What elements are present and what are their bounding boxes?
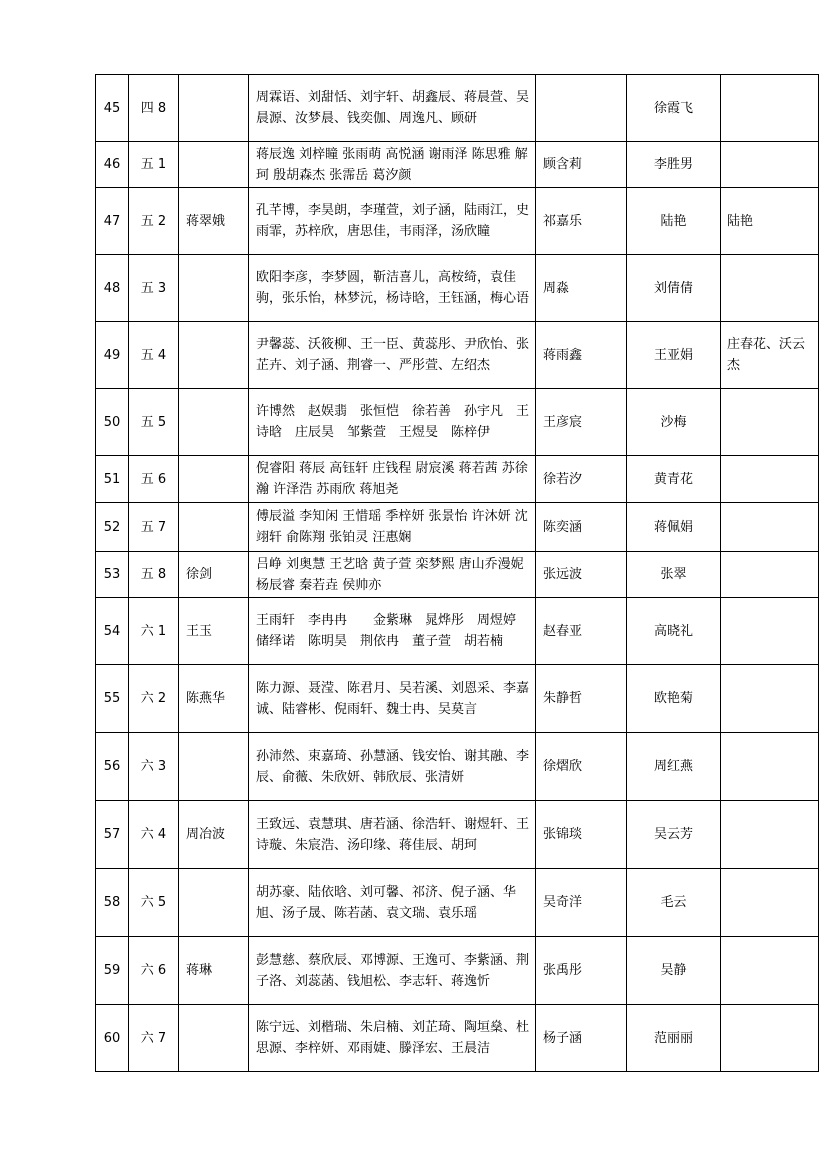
- contact-person-cell: 王彦宸: [536, 389, 627, 456]
- contact-person-cell: 徐若汐: [536, 456, 627, 503]
- table-row: [96, 1005, 819, 1072]
- class-name-cell: 四 8: [129, 75, 179, 142]
- row-number-cell: 57: [96, 801, 129, 869]
- class-name-cell: 六 1: [129, 598, 179, 665]
- head-teacher-cell: [179, 1005, 249, 1072]
- teacher-name-cell: 吴云芳: [627, 801, 721, 869]
- extra-teachers-cell: [721, 552, 819, 598]
- contact-person-cell: 蒋雨鑫: [536, 322, 627, 389]
- student-names-cell: 许博然 赵娱翡 张恒恺 徐若善 孙宇凡 王诗晗 庄辰昊 邹紫萱 王煜旻 陈梓伊: [249, 389, 536, 456]
- class-name-cell: 六 7: [129, 1005, 179, 1072]
- row-number-cell: 56: [96, 733, 129, 801]
- row-number-cell: 53: [96, 552, 129, 598]
- table-row: [96, 552, 819, 598]
- table-row: [96, 503, 819, 552]
- student-names-cell: 尹馨蕊、沃筱柳、王一臣、黄蕊彤、尹欣怡、张芷卉、刘子涵、荆睿一、严彤萱、左绍杰: [249, 322, 536, 389]
- teacher-name-cell: 毛云: [627, 869, 721, 937]
- table-row: [96, 733, 819, 801]
- extra-teachers-cell: [721, 142, 819, 188]
- contact-person-cell: 张禹彤: [536, 937, 627, 1005]
- class-name-cell: 五 4: [129, 322, 179, 389]
- extra-teachers-cell: [721, 503, 819, 552]
- student-names-cell: 彭慧慈、蔡欣辰、邓博源、王逸可、李紫涵、荆子洛、刘蕊菡、钱旭松、李志轩、蒋逸忻: [249, 937, 536, 1005]
- head-teacher-cell: 陈燕华: [179, 665, 249, 733]
- teacher-name-cell: 徐霞飞: [627, 75, 721, 142]
- head-teacher-cell: [179, 456, 249, 503]
- contact-person-cell: 吴奇洋: [536, 869, 627, 937]
- teacher-name-cell: 蒋佩娟: [627, 503, 721, 552]
- class-name-cell: 五 6: [129, 456, 179, 503]
- teacher-name-cell: 陆艳: [627, 188, 721, 255]
- class-name-cell: 五 7: [129, 503, 179, 552]
- head-teacher-cell: 蒋琳: [179, 937, 249, 1005]
- table-body: [96, 75, 819, 1072]
- head-teacher-cell: 蒋翠娥: [179, 188, 249, 255]
- class-name-cell: 六 6: [129, 937, 179, 1005]
- teacher-name-cell: 黄青花: [627, 456, 721, 503]
- head-teacher-cell: [179, 733, 249, 801]
- contact-person-cell: 祁嘉乐: [536, 188, 627, 255]
- table-row: [96, 665, 819, 733]
- teacher-name-cell: 范丽丽: [627, 1005, 721, 1072]
- student-names-cell: 蒋辰逸 刘梓瞳 张雨萌 高悦涵 谢雨泽 陈思雅 解珂 殷胡森杰 张霈岳 葛汐颜: [249, 142, 536, 188]
- head-teacher-cell: 周冶波: [179, 801, 249, 869]
- contact-person-cell: 周淼: [536, 255, 627, 322]
- extra-teachers-cell: [721, 598, 819, 665]
- head-teacher-cell: [179, 869, 249, 937]
- head-teacher-cell: [179, 389, 249, 456]
- contact-person-cell: 张远波: [536, 552, 627, 598]
- student-names-cell: 周霖语、刘甜恬、刘宇轩、胡鑫辰、蒋晨萱、吴晨源、汝梦晨、钱奕伽、周逸凡、顾研: [249, 75, 536, 142]
- student-names-cell: 吕峥 刘奥慧 王艺晗 黄子萱 栾梦熙 唐山乔漫妮 杨辰睿 秦若垚 侯帅亦: [249, 552, 536, 598]
- class-name-cell: 五 3: [129, 255, 179, 322]
- row-number-cell: 47: [96, 188, 129, 255]
- table-row: [96, 869, 819, 937]
- student-names-cell: 孙沛然、束嘉琦、孙慧涵、钱安怡、谢其融、李辰、俞薇、朱欣妍、韩欣辰、张清妍: [249, 733, 536, 801]
- contact-person-cell: 张锦琰: [536, 801, 627, 869]
- extra-teachers-cell: 陆艳: [721, 188, 819, 255]
- table-row: [96, 389, 819, 456]
- contact-person-cell: 朱静哲: [536, 665, 627, 733]
- row-number-cell: 54: [96, 598, 129, 665]
- table-row: [96, 937, 819, 1005]
- row-number-cell: 51: [96, 456, 129, 503]
- contact-person-cell: 杨子涵: [536, 1005, 627, 1072]
- class-name-cell: 六 5: [129, 869, 179, 937]
- teacher-name-cell: 欧艳菊: [627, 665, 721, 733]
- extra-teachers-cell: [721, 255, 819, 322]
- head-teacher-cell: [179, 75, 249, 142]
- class-name-cell: 五 2: [129, 188, 179, 255]
- contact-person-cell: 赵春亚: [536, 598, 627, 665]
- row-number-cell: 49: [96, 322, 129, 389]
- head-teacher-cell: [179, 322, 249, 389]
- head-teacher-cell: [179, 255, 249, 322]
- extra-teachers-cell: [721, 801, 819, 869]
- extra-teachers-cell: [721, 75, 819, 142]
- table-row: [96, 188, 819, 255]
- table-row: [96, 142, 819, 188]
- row-number-cell: 46: [96, 142, 129, 188]
- row-number-cell: 60: [96, 1005, 129, 1072]
- student-names-cell: 孔芊博，李昊朗，李瑾萱，刘子涵，陆雨江，史雨霏，苏梓欣，唐思佳，韦雨泽，汤欣瞳: [249, 188, 536, 255]
- teacher-name-cell: 王亚娟: [627, 322, 721, 389]
- teacher-name-cell: 刘倩倩: [627, 255, 721, 322]
- teacher-name-cell: 周红燕: [627, 733, 721, 801]
- teacher-name-cell: 高晓礼: [627, 598, 721, 665]
- table-row: [96, 322, 819, 389]
- extra-teachers-cell: 庄春花、沃云杰: [721, 322, 819, 389]
- class-name-cell: 六 4: [129, 801, 179, 869]
- row-number-cell: 50: [96, 389, 129, 456]
- row-number-cell: 58: [96, 869, 129, 937]
- teacher-name-cell: 沙梅: [627, 389, 721, 456]
- extra-teachers-cell: [721, 869, 819, 937]
- head-teacher-cell: [179, 503, 249, 552]
- row-number-cell: 55: [96, 665, 129, 733]
- row-number-cell: 59: [96, 937, 129, 1005]
- table-row: [96, 255, 819, 322]
- student-names-cell: 陈宁远、刘楷瑞、朱启楠、刘芷琦、陶垣燊、杜思源、李梓妍、邓雨婕、滕泽宏、王晨洁: [249, 1005, 536, 1072]
- contact-person-cell: 顾含莉: [536, 142, 627, 188]
- extra-teachers-cell: [721, 389, 819, 456]
- class-name-cell: 六 2: [129, 665, 179, 733]
- student-names-cell: 胡苏豪、陆依晗、刘可馨、祁济、倪子涵、华旭、汤子晟、陈若菡、袁文瑞、袁乐瑶: [249, 869, 536, 937]
- extra-teachers-cell: [721, 937, 819, 1005]
- student-names-cell: 陈力源、聂滢、陈君月、吴若溪、刘恩采、李嘉诚、陆睿彬、倪雨轩、魏士冉、吴莫言: [249, 665, 536, 733]
- class-name-cell: 五 5: [129, 389, 179, 456]
- contact-person-cell: 徐熠欣: [536, 733, 627, 801]
- roster-table: [95, 74, 819, 1072]
- contact-person-cell: 陈奕涵: [536, 503, 627, 552]
- extra-teachers-cell: [721, 733, 819, 801]
- row-number-cell: 48: [96, 255, 129, 322]
- student-names-cell: 倪睿阳 蒋辰 高钰轩 庄钱程 尉宸溪 蒋若茜 苏徐瀚 许泽浩 苏雨欣 蒋旭尧: [249, 456, 536, 503]
- teacher-name-cell: 张翠: [627, 552, 721, 598]
- table-row: [96, 801, 819, 869]
- student-names-cell: 傅辰溢 李知闲 王惜瑶 季梓妍 张景怡 许沐妍 沈翊轩 俞陈翔 张铂灵 汪惠娴: [249, 503, 536, 552]
- head-teacher-cell: [179, 142, 249, 188]
- extra-teachers-cell: [721, 1005, 819, 1072]
- teacher-name-cell: 李胜男: [627, 142, 721, 188]
- row-number-cell: 45: [96, 75, 129, 142]
- class-name-cell: 五 1: [129, 142, 179, 188]
- table-row: [96, 598, 819, 665]
- table-row: [96, 75, 819, 142]
- table-row: [96, 456, 819, 503]
- head-teacher-cell: 徐剑: [179, 552, 249, 598]
- extra-teachers-cell: [721, 456, 819, 503]
- class-name-cell: 五 8: [129, 552, 179, 598]
- class-name-cell: 六 3: [129, 733, 179, 801]
- teacher-name-cell: 吴静: [627, 937, 721, 1005]
- extra-teachers-cell: [721, 665, 819, 733]
- head-teacher-cell: 王玉: [179, 598, 249, 665]
- student-names-cell: 欧阳李彦，李梦圆，靳洁喜儿，高桉绮，袁佳驹，张乐怡，林梦沅，杨诗晗，王钰涵，梅心语: [249, 255, 536, 322]
- row-number-cell: 52: [96, 503, 129, 552]
- student-names-cell: 王雨轩 李冉冉 金紫琳 晁烨彤 周煜婷 储绎诺 陈明昊 荆依冉 董子萱 胡若楠: [249, 598, 536, 665]
- contact-person-cell: [536, 75, 627, 142]
- student-names-cell: 王致远、袁慧琪、唐若涵、徐浩轩、谢煜轩、王诗璇、朱宸浩、汤印缘、蒋佳辰、胡珂: [249, 801, 536, 869]
